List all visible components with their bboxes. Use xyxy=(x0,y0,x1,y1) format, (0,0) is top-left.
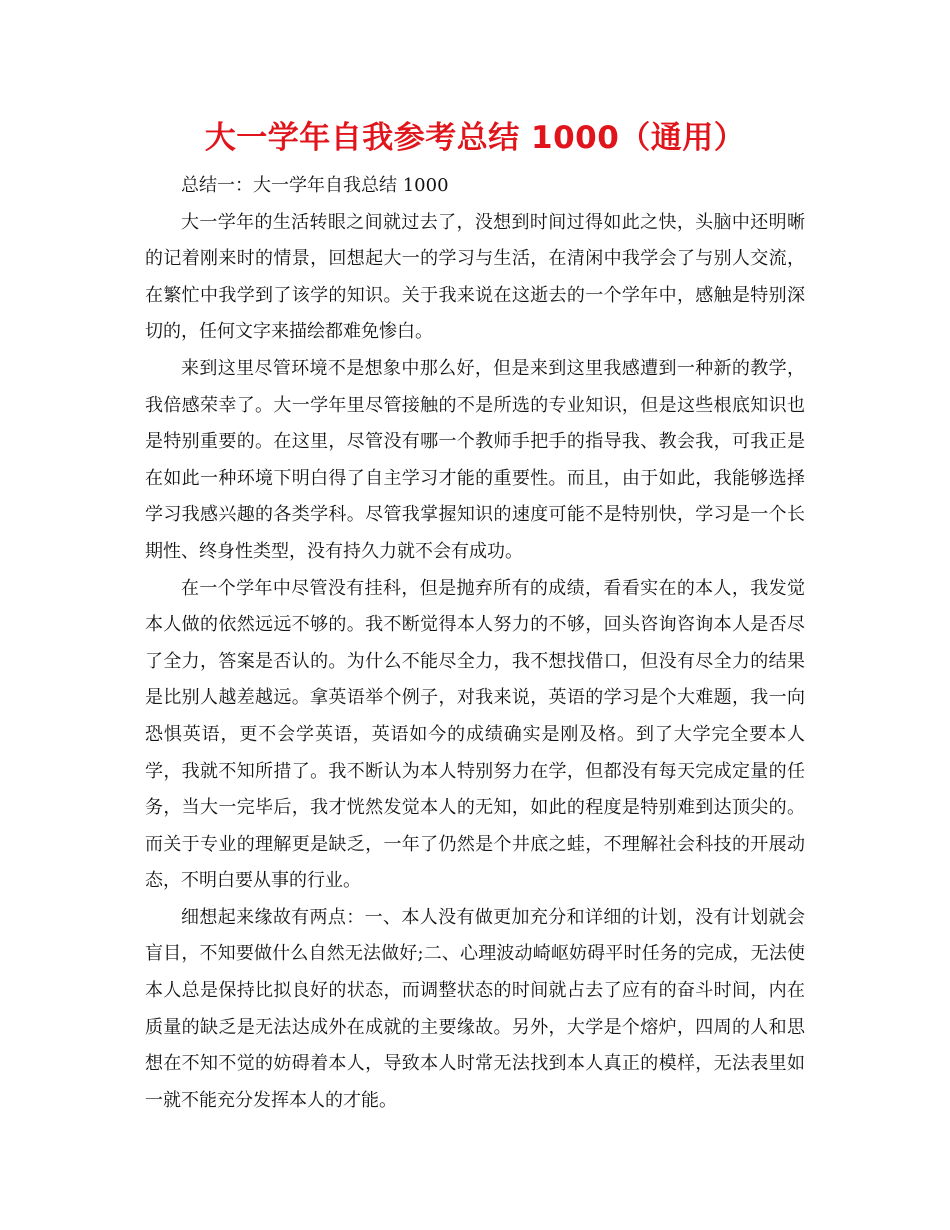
section-heading: 总结一：大一学年自我总结 1000 xyxy=(181,175,449,196)
paragraph-1: 大一学年的生活转眼之间就过去了，没想到时间过得如此之快，头脑中还明晰的记着刚来时的情景，回想起大一的学习与生活，在清闲中我学会了与别人交流，在繁忙中我学到了该学的知识。关于我来说在这逝去的一个学年中，感触是特别深切的，任何文字来描绘都难免惨白。 xyxy=(145,211,805,343)
paragraph-4: 细想起来缘故有两点：一、本人没有做更加充分和详细的计划，没有计划就会盲目，不知要做什么自然无法做好;二、心理波动崎岖妨碍平时任务的完成，无法使本人总是保持比拟良好的状态，而调整状态的时间就占去了应有的奋斗时间，内在质量的缺乏是无法达成外在成就的主要缘故。另外，大学是个熔炉，四周的人和思想在不知不觉的妨碍着本人，导致本人时常无法找到本人真正的模样，无法表里如一就不能充分发挥本人的才能。 xyxy=(145,906,805,1111)
document-title: 大一学年自我参考总结 1000（通用） xyxy=(204,120,746,156)
document-body xyxy=(145,168,805,1119)
paragraph-3: 在一个学年中尽管没有挂科，但是抛弃所有的成绩，看看实在的本人，我发觉本人做的依然远远不够的。我不断觉得本人努力的不够，回头咨询咨询本人是否尽了全力，答案是否认的。为什么不能尽全力，我不想找借口，但没有尽全力的结果是比别人越差越远。拿英语举个例子，对我来说，英语的学习是个大难题，我一向恐惧英语，更不会学英语，英语如今的成绩确实是刚及格。到了大学完全要本人学，我就不知所措了。我不断认为本人特别努力在学，但都没有每天完成定量的任务，当大一完毕后，我才恍然发觉本人的无知，如此的程度是特别难到达顶尖的。而关于专业的理解更是缺乏，一年了仍然是个井底之蛙，不理解社会科技的开展动态，不明白要从事的行业。 xyxy=(145,577,805,892)
paragraph-2: 来到这里尽管环境不是想象中那么好，但是来到这里我感遭到一种新的教学，我倍感荣幸了。大一学年里尽管接触的不是所选的专业知识，但是这些根底知识也是特别重要的。在这里，尽管没有哪一个教师手把手的指导我、教会我，可我正是在如此一种环境下明白得了自主学习才能的重要性。而且，由于如此，我能够选择学习我感兴趣的各类学科。尽管我掌握知识的速度可能不是特别快，学习是一个长期性、终身性类型，没有持久力就不会有成功。 xyxy=(145,357,805,562)
